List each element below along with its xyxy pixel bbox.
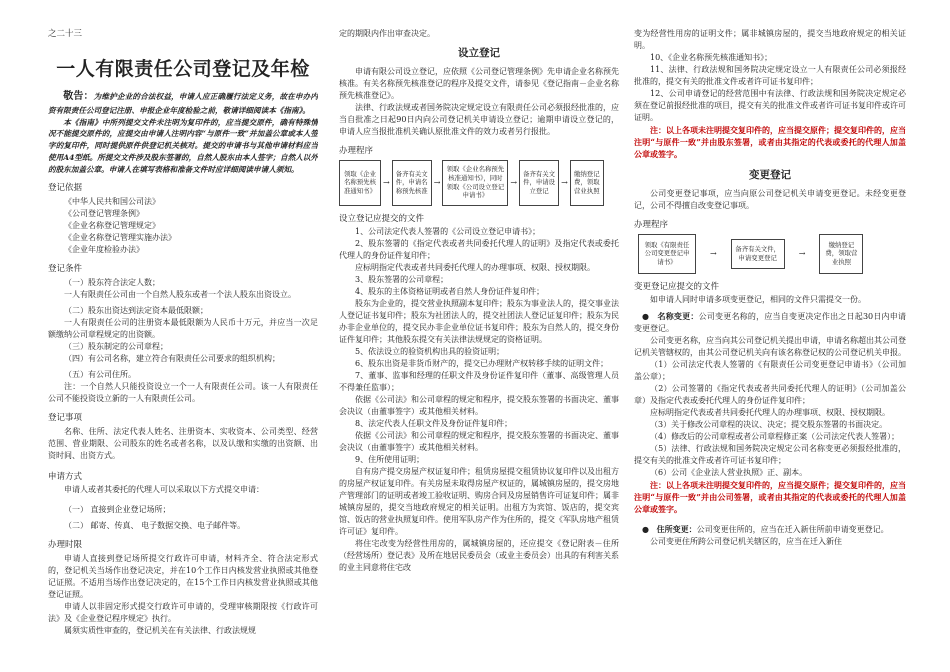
condition-item: （五）有公司住所。 (64, 369, 136, 379)
setup-heading: 设立登记 (458, 47, 500, 59)
doc-item: 9、住所使用证明； (355, 455, 425, 465)
method-item: （一） 直接到企业登记场所； (64, 505, 171, 515)
doc-item: （4）修改后的公司章程或者公司章程修正案（公司法定代表人签署）； (650, 432, 900, 442)
time-text: 申请人直接到登记场所提交行政许可申请，材料齐全、符合法定形式的，登记机关当场作出登记决定，并在10个工作日内核发营业执照或其他登记证照。不适用当场作出登记决定的，在15个工作日内核发营业执照或其他登记证照。 (48, 554, 318, 600)
flow-step: 缴纳登记费，领取营业执照 (819, 234, 863, 274)
basis-item: 《企业名称登记管理实施办法》 (64, 233, 176, 243)
flow-step: 领取《有限责任公司变更登记申请书》 (638, 234, 696, 274)
address-change-text-2: 公司变更住所跨公司登记机关辖区的，应当在迁入新住 (650, 537, 842, 547)
flow-step: 领取《企业名称预先核准通知书》 (339, 160, 381, 206)
change-flowchart (638, 234, 906, 274)
basis-item: 《中华人民共和国公司法》 (64, 197, 160, 207)
time-text: 属须实质性审查的，登记机关在有关法律、行政法规规 (64, 626, 256, 636)
setup-text: 申请有限公司设立登记，应依照《公司登记管理条例》先申请企业名称预先核准。有关名称预先核准登记的程序及提交文件，请参见《登记指南－企业名称预先核准登记》。 (339, 66, 619, 100)
column-right (634, 28, 906, 548)
doc-item: 3、股东签署的公司章程； (355, 275, 449, 285)
flow-step: 领取《企业名称预先核准通知书》，同时领取《公司设立登记申请书》 (442, 160, 508, 206)
docs-intro: 如申请人同时申请多项变更登记，相同的文件只需提交一份。 (650, 295, 866, 305)
series-label: 之二十三 (48, 29, 83, 39)
procedure-heading: 办理程序 (634, 219, 669, 230)
doc-item: （3）关于修改公司章程的决议、决定；提交股东签署的书面决定。 (650, 420, 888, 430)
doc-item: 8、法定代表人任职文件及身份证件复印件； (355, 419, 513, 429)
condition-item: （一）股东符合法定人数； (64, 277, 160, 287)
doc-item: 5、依法设立的验资机构出具的验资证明； (355, 347, 505, 357)
doc-item: （1）公司法定代表人签署的《有限责任公司变更登记申请书》（公司加盖公章）； (634, 360, 906, 382)
condition-item: （二）股东出资达到法定资本最低限额； (64, 305, 208, 315)
condition-note: 注：一个自然人只能投资设立一个一人有限责任公司。该一人有限责任公司不能投资设立新的一人有限责任公司。 (48, 381, 318, 403)
doc-item: 7、董事、监事和经理的任职文件及身份证件复印件（董事、高级管理人员不得兼任监事）； (339, 371, 619, 393)
address-change-label: 住所变更： (656, 524, 697, 535)
name-change-paragraph (634, 310, 906, 335)
change-heading: 变更登记 (749, 169, 791, 181)
basis-item: 《企业名称登记管理规定》 (64, 221, 160, 231)
arrow-right-icon: → (561, 177, 568, 187)
doc-item: 12、公司申请登记的经营范围中有法律、行政法规和国务院决定规定必须在登记前报经批准的项目，提交有关的批准文件或者许可证书复印件或许可证明。 (634, 89, 906, 122)
doc-item: 10、《企业名称预先核准通知书》； (650, 53, 773, 62)
doc-item: （6）公司《企业法人营业执照》正、副本。 (650, 468, 808, 478)
basis-item: 《企业年度检验办法》 (64, 245, 144, 255)
condition-text: 一人有限责任公司的注册资本最低限额为人民币十万元，并应当一次足额缴纳公司章程规定的出资额。 (48, 317, 318, 339)
time-heading: 办理时限 (48, 540, 83, 551)
bullet-icon: ● (642, 312, 658, 322)
setup-text: 法律、行政法规或者国务院决定规定设立有限责任公司必须报经批准的，应当自批准之日起90日内向公司登记机关申请设立登记；逾期申请设立登记的，申请人应当报批准机关确认原批准文件的效力或者另行报批。 (339, 102, 619, 136)
notice-paragraph (48, 89, 318, 116)
column-middle (339, 28, 619, 574)
doc-item: 11、法律、行政法规和国务院决定规定设立一人有限责任公司必须报经批准的，提交有关的批准文件或者许可证书复印件； (634, 65, 906, 86)
doc-item: 6、股东出资是非货币财产的，提交已办理财产权转移手续的证明文件； (355, 359, 609, 369)
doc-item-note: 依据《公司法》和公司章程的规定和程序，提交股东签署的书面决定、董事会决议（由董事签字）或其他相关材料。 (339, 431, 619, 453)
doc-item: 2、股东签署的《指定代表或者共同委托代理人的证明》及指定代表或委托代理人的身份证件复印件； (339, 239, 619, 261)
setup-flowchart (339, 160, 619, 206)
notice-lead: 敬告： (63, 91, 94, 103)
notice-paragraph-2: 本《指南》中所列提交文件未注明为复印件的，应当提交原件，确有特殊情况不能提交原件的，应提交由申请人注明内容“与原件一致”并加盖公章或本人签字的复印件，同时提供原件供登记机关核对。提交的申请书与其他申请材料应当使用A4型纸。所提交文件涉及股东签署的，自然人股东由本人签字；自然人以外的股东加盖公章。申请人在填写表格和准备文件时应详细阅读申请人须知。 (48, 117, 318, 174)
arrow-right-icon: → (383, 177, 390, 187)
doc-item-note: 应标明指定代表或者共同委托代理人的办理事项、权限、授权期限。 (650, 408, 890, 418)
condition-item: （三）股东制定的公司章程； (64, 341, 168, 351)
name-change-text-2: 公司变更名称，应当向其公司登记机关提出申请，申请名称超出其公司登记机关管辖权的，由其公司登记机关向有该名称登记权的公司登记机关申报。 (634, 336, 906, 358)
change-text: 公司变更登记事项，应当向原公司登记机关申请变更登记。未经变更登记，公司不得擅自改变登记事项。 (634, 188, 906, 210)
basis-item: 《公司登记管理条例》 (64, 209, 144, 219)
basis-heading: 登记依据 (48, 183, 83, 194)
procedure-heading: 办理程序 (339, 145, 374, 156)
method-text: 申请人或者其委托的代理人可以采取以下方式提交申请： (64, 485, 264, 495)
doc-item-note: 将住宅改变为经营性用房的，属城镇房屋的，还应提交《登记附表－住所（经营场所）登记表》及所在地居民委员会（或业主委员会）出具的有利害关系的业主同意将住宅改 (339, 539, 619, 573)
arrow-right-icon: → (710, 248, 717, 258)
condition-item: （四）有公司名称，建立符合有限责任公司要求的组织机构； (64, 353, 280, 363)
red-note: 注：以上各项未注明提交复印件的，应当提交原件；提交复印件的，应当注明“与原件一致”并由公司签署，或者由其指定的代表或委托的代理人加盖公章或签字。 (634, 480, 906, 515)
address-change-paragraph (634, 523, 906, 536)
conditions-heading: 登记条件 (48, 264, 83, 275)
doc-item-note: 股东为企业的，提交营业执照副本复印件；股东为事业法人的，提交事业法人登记证书复印件；股东为社团法人的，提交社团法人登记证复印件；股东为民办非企业单位的，提交民办非企业单位证书复印件；股东为自然人的，提交身份证件复印件；其他股东提交有关法律法规规定的资格证明。 (339, 299, 619, 345)
address-change-text: 公司变更住所的，应当在迁入新住所前申请变更登记。 (696, 525, 889, 535)
name-change-label: 名称变更： (657, 311, 699, 322)
continued-text: 定的期限内作出审查决定。 (339, 29, 435, 38)
arrow-right-icon: → (510, 177, 518, 187)
name-change-text: 公司变更名称的，应当自变更决定作出之日起30日内申请变更登记。 (634, 312, 906, 334)
flow-step: 备齐有关文件，申请变更登记 (731, 239, 785, 269)
arrow-right-icon: → (798, 248, 806, 258)
arrow-right-icon: → (433, 177, 441, 187)
docs-heading: 变更登记应提交的文件 (634, 281, 720, 292)
docs-heading: 设立登记应提交的文件 (339, 213, 425, 224)
doc-item: 4、股东的主体资格证明或者自然人身份证件复印件； (355, 287, 545, 297)
doc-item-note: 自有房产提交房屋产权证复印件；租赁房屋提交租赁协议复印件以及出租方的房屋产权证复印件。有关房屋未取得房屋产权证的，属城镇房屋的，提交房地产管理部门的证明或者竣工验收证明、购房合同及房屋销售许可证复印件；属非城镇房屋的，提交当地政府规定的相关证明。出租方为宾馆、饭店的，提交宾馆、饭店的营业执照复印件。使用军队房产作为住所的，提交《军队房地产租赁许可证》复印件。 (339, 467, 619, 537)
continued-text: 变为经营性用房的证明文件；属非城镇房屋的，提交当地政府规定的相关证明。 (634, 29, 906, 50)
items-heading: 登记事项 (48, 412, 83, 423)
time-text: 申请人以非固定形式提交行政许可申请的，受理审核期限按《行政许可法》及《企业登记程序规定》执行。 (48, 602, 318, 624)
document-title: 一人有限责任公司登记及年检 (56, 57, 310, 80)
doc-item: 1、公司法定代表人签署的《公司设立登记申请书》； (355, 227, 541, 237)
notice-text: 为维护企业的合法权益，申请人应正确履行法定义务，故在申办内资有限责任公司登记注册、申报企业年度检验之前，敬请详细阅读本《指南》。 (48, 92, 318, 115)
method-item: （二） 邮寄、传真、 电子数据交换、电子邮件等。 (64, 521, 246, 531)
method-heading: 申请方式 (48, 471, 83, 482)
doc-item-note: 依据《公司法》和公司章程的规定和程序，提交股东签署的书面决定、董事会决议（由董事签字）或其他相关材料。 (339, 395, 619, 417)
doc-item: （2）公司签署的《指定代表或者共同委托代理人的证明》（公司加盖公章）及指定代表或委托代理人的身份证件复印件； (634, 384, 906, 406)
flow-step: 缴纳登记费，领取营业执照 (570, 160, 604, 206)
flow-step: 备齐有关文件，申请名称预先核准 (392, 160, 432, 206)
doc-item: （5）法律、行政法规和国务院决定规定公司名称变更必须报经批准的，提交有关的批准文件或者许可证书复印件； (634, 444, 906, 466)
doc-item-note: 应标明指定代表或者共同委托代理人的办理事项、权限、授权期限。 (355, 263, 595, 273)
column-left (48, 28, 318, 637)
flow-step: 备齐有关文件，申请设立登记 (519, 160, 559, 206)
items-text: 名称、住所、法定代表人姓名、注册资本、实收资本、公司类型、经营范围、营业期限、公司股东的姓名或者名称，以及认缴和实缴的出资额、出资时间、出资方式。 (48, 426, 318, 460)
condition-text: 一人有限责任公司由一个自然人股东或者一个法人股东出资设立。 (64, 289, 296, 299)
bullet-icon: ● (642, 525, 657, 535)
red-note: 注：以上各项未注明提交复印件的，应当提交原件；提交复印件的，应当注明“与原件一致”并由股东签署，或者由其指定的代表或委托的代理人加盖公章或签字。 (634, 125, 906, 159)
